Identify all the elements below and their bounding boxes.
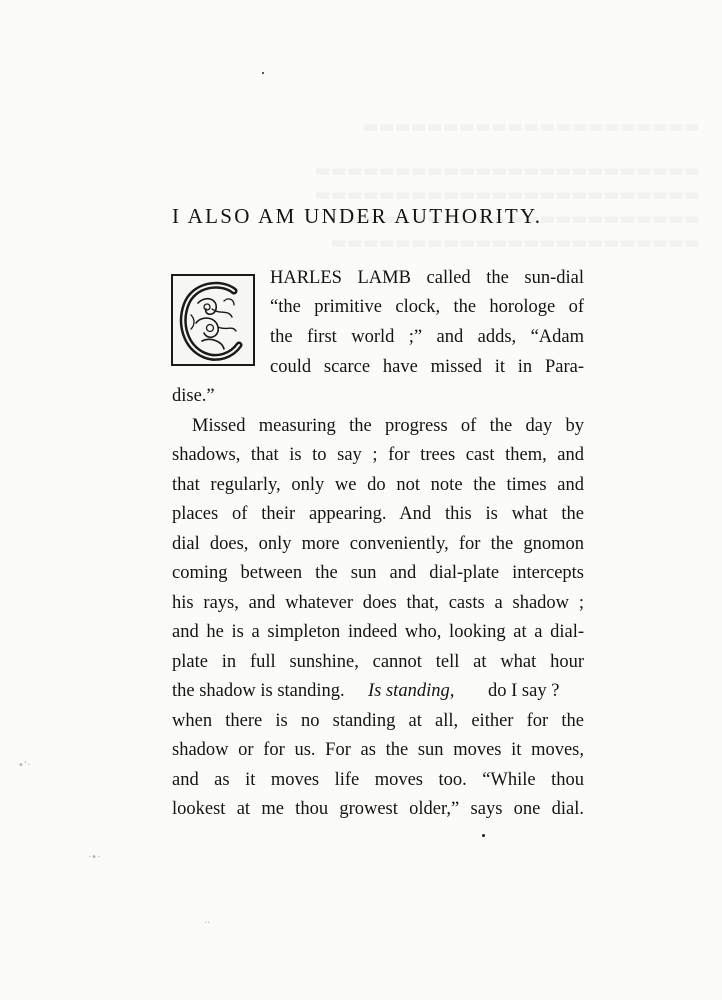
text-segment: the shadow is standing. (172, 681, 345, 701)
smudge: ·•· (88, 852, 101, 863)
text-line: shadow or for us. For as the sun moves it moves, (172, 740, 584, 760)
text-line: the first world ;” and adds, “Adam (270, 327, 584, 347)
italic-emphasis: Is standing, (368, 681, 455, 701)
text-line: coming between the sun and dial-plate intercepts (172, 563, 584, 583)
text-line: “the primitive clock, the horologe of (270, 297, 584, 317)
text-segment: do I say ? (488, 681, 560, 701)
text-line: dial does, only more conveniently, for the gnomon (172, 534, 584, 554)
text-line: his rays, and whatever does that, casts a shadow ; (172, 593, 584, 613)
text-line: plate in full sunshine, cannot tell at what hour (172, 652, 584, 672)
text-line: when there is no standing at all, either for the (172, 711, 584, 731)
bleed-through-texture (180, 115, 700, 255)
text-line: could scarce have missed it in Para- (270, 357, 584, 377)
drop-cap-c-ornament-icon (176, 279, 250, 361)
speck (262, 72, 264, 74)
text-line: shadows, that is to say ; for trees cast them, and (172, 445, 584, 465)
ornamental-drop-cap (171, 274, 255, 366)
text-line: dise.” (172, 386, 215, 406)
text-line: and he is a simpleton indeed who, looking at a dial- (172, 622, 584, 642)
text-line: and as it moves life moves too. “While thou (172, 770, 584, 790)
text-line: lookest at me thou growest older,” says one dial. (172, 799, 584, 819)
smudge: ·· (204, 918, 211, 929)
text-line: Missed measuring the progress of the day by (192, 416, 584, 436)
mixed-style-line (172, 679, 584, 703)
text-line: that regularly, only we do not note the times and (172, 475, 584, 495)
smudge: •’· (18, 760, 31, 771)
speck (482, 834, 485, 837)
text-line: places of their appearing. And this is what the (172, 504, 584, 524)
page-title: I ALSO AM UNDER AUTHORITY. (172, 204, 543, 228)
text-line: HARLES LAMB called the sun-dial (270, 268, 584, 288)
